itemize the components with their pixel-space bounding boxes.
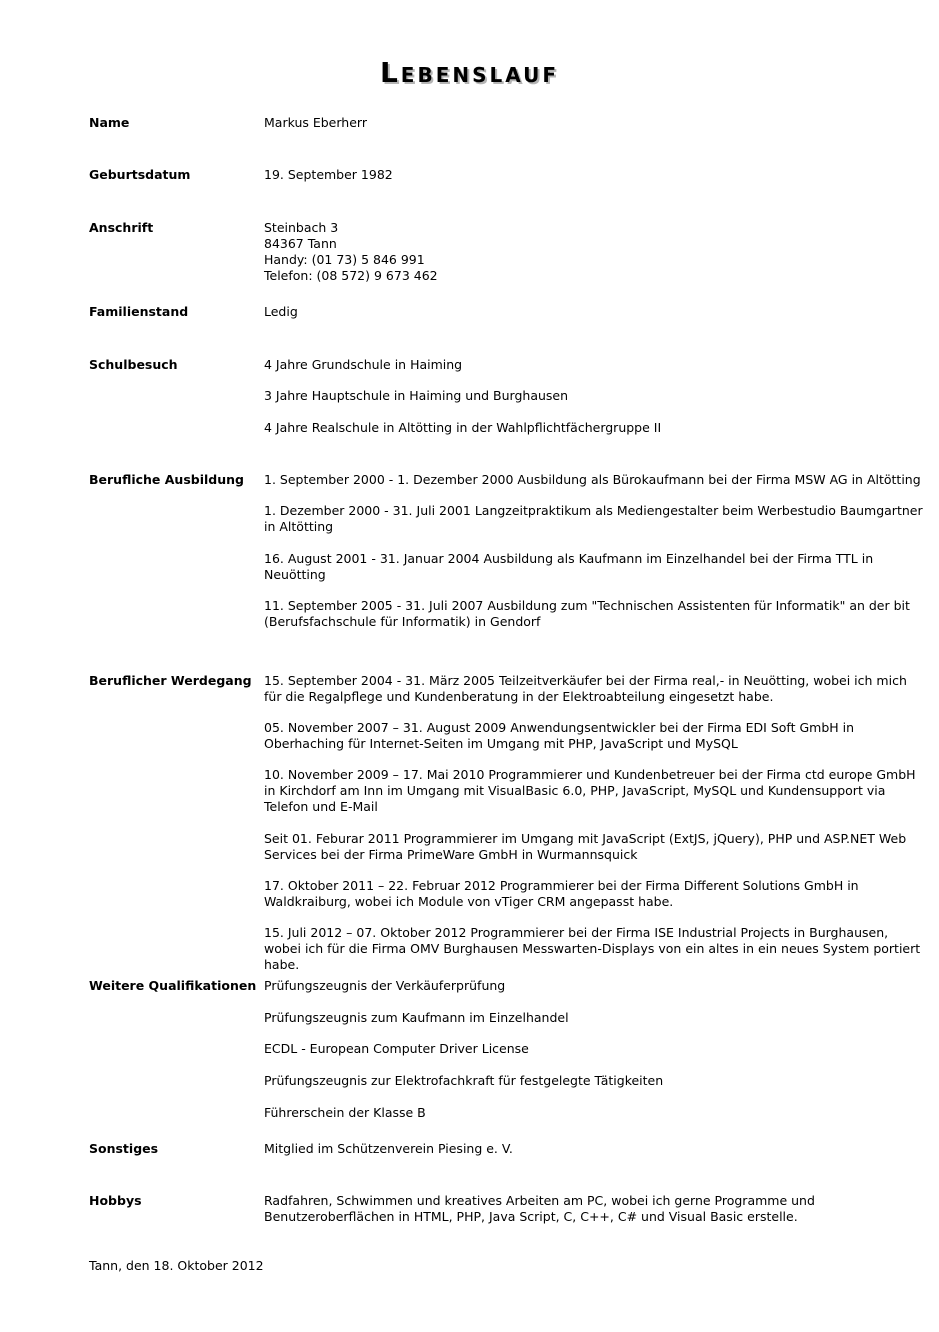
entry-line: 15. September 2004 - 31. März 2005 Teilzeitverkäufer bei der Firma real,- in Neuötting, wobei ich mich — [264, 673, 907, 688]
training-entry — [264, 551, 884, 583]
qualification-entry — [264, 1073, 884, 1089]
entry-line: Services bei der Firma PrimeWare GmbH in Wurmannsquick — [264, 847, 638, 862]
school-entry — [264, 388, 884, 404]
entry-line: (Berufsfachschule für Informatik) in Gendorf — [264, 614, 541, 629]
entry-line: 15. Juli 2012 – 07. Oktober 2012 Programmierer bei der Firma ISE Industrial Projects in Burghausen, — [264, 925, 889, 940]
qualification-entry — [264, 978, 884, 994]
entry-line: 1. Dezember 2000 - 31. Juli 2001 Langzeitpraktikum als Mediengestalter beim Werbestudio Baumgartner — [264, 503, 923, 518]
entry-line: Oberhaching für Internet-Seiten im Umgang mit PHP, JavaScript und MySQL — [264, 736, 738, 751]
address-street: Steinbach 3 — [264, 220, 339, 235]
label-ausbildung: Berufliche Ausbildung — [89, 472, 244, 487]
label-hobbys: Hobbys — [89, 1193, 142, 1208]
entry-line: Telefon und E-Mail — [264, 799, 378, 814]
qualification-entry — [264, 1010, 884, 1026]
label-sonstiges: Sonstiges — [89, 1141, 159, 1156]
career-entry — [264, 673, 907, 705]
qualification-entry — [264, 1105, 884, 1121]
entry-line: Prüfungszeugnis zur Elektrofachkraft für festgelegte Tätigkeiten — [264, 1073, 664, 1088]
value-familienstand: Ledig — [264, 304, 298, 319]
label-anschrift: Anschrift — [89, 220, 154, 235]
entry-line: Benutzeroberflächen in HTML, PHP, Java Script, C, C++, C# und Visual Basic erstelle. — [264, 1209, 798, 1224]
entry-line: Führerschein der Klasse B — [264, 1105, 426, 1120]
address-block — [264, 220, 884, 284]
page-title: Lebenslauf — [379, 56, 560, 89]
entry-line: 1. September 2000 - 1. Dezember 2000 Ausbildung als Bürokaufmann bei der Firma MSW AG in Altötting — [264, 472, 921, 487]
entry-line: 3 Jahre Hauptschule in Haiming und Burghausen — [264, 388, 569, 403]
label-werdegang: Beruflicher Werdegang — [89, 673, 252, 688]
entry-line: 10. November 2009 – 17. Mai 2010 Programmierer und Kundenbetreuer bei der Firma ctd europe GmbH — [264, 767, 916, 782]
entry-line: ECDL - European Computer Driver License — [264, 1041, 529, 1056]
address-phone: Telefon: (08 572) 9 673 462 — [264, 268, 438, 283]
entry-line: 11. September 2005 - 31. Juli 2007 Ausbildung zum "Technischen Assistenten für Informatik" an der bit — [264, 598, 910, 613]
address-mobile: Handy: (01 73) 5 846 991 — [264, 252, 425, 267]
value-geburtsdatum: 19. September 1982 — [264, 167, 393, 182]
entry-line: 05. November 2007 – 31. August 2009 Anwendungsentwickler bei der Firma EDI Soft GmbH in — [264, 720, 855, 735]
training-entry — [264, 472, 921, 488]
label-schulbesuch: Schulbesuch — [89, 357, 178, 372]
entry-line: Radfahren, Schwimmen und kreatives Arbeiten am PC, wobei ich gerne Programme und — [264, 1193, 815, 1208]
training-entry — [264, 598, 910, 630]
career-entry — [264, 720, 884, 752]
entry-line: Seit 01. Feburar 2011 Programmierer im Umgang mit JavaScript (ExtJS, jQuery), PHP und ASP.NET Web — [264, 831, 907, 846]
qualification-entry — [264, 1041, 884, 1057]
place-date: Tann, den 18. Oktober 2012 — [89, 1258, 264, 1273]
entry-line: 17. Oktober 2011 – 22. Februar 2012 Programmierer bei der Firma Different Solutions GmbH in — [264, 878, 859, 893]
value-name: Markus Eberherr — [264, 115, 367, 130]
entry-line: Neuötting — [264, 567, 326, 582]
entry-line: in Kirchdorf am Inn im Umgang mit VisualBasic 6.0, PHP, JavaScript, MySQL und Kundensupport via — [264, 783, 886, 798]
label-qualifikationen: Weitere Qualifikationen — [89, 978, 257, 993]
entry-line: 4 Jahre Grundschule in Haiming — [264, 357, 463, 372]
entry-line: für die Regalpflege und Kundenberatung in der Elektroabteilung eingesetzt habe. — [264, 689, 774, 704]
label-familienstand: Familienstand — [89, 304, 189, 319]
entry-line: Waldkraiburg, wobei ich Module von vTiger CRM angepasst habe. — [264, 894, 674, 909]
career-entry — [264, 925, 921, 973]
entry-line: in Altötting — [264, 519, 334, 534]
school-entry — [264, 357, 884, 373]
school-entry — [264, 420, 884, 436]
label-geburtsdatum: Geburtsdatum — [89, 167, 191, 182]
career-entry — [264, 831, 907, 863]
entry-line: Prüfungszeugnis der Verkäuferprüfung — [264, 978, 506, 993]
career-entry — [264, 767, 916, 815]
entry-line: Prüfungszeugnis zum Kaufmann im Einzelhandel — [264, 1010, 569, 1025]
hobbies-block — [264, 1193, 884, 1225]
career-entry — [264, 878, 884, 910]
address-city: 84367 Tann — [264, 236, 337, 251]
entry-line: 16. August 2001 - 31. Januar 2004 Ausbildung als Kaufmann im Einzelhandel bei der Firma TTL in — [264, 551, 874, 566]
training-entry — [264, 503, 923, 535]
entry-line: habe. — [264, 957, 300, 972]
label-name: Name — [89, 115, 130, 130]
entry-line: wobei ich für die Firma OMV Burghausen Messwarten-Displays von ein altes in ein neues System portiert — [264, 941, 921, 956]
value-sonstiges: Mitglied im Schützenverein Piesing e. V. — [264, 1141, 513, 1156]
entry-line: 4 Jahre Realschule in Altötting in der Wahlpflichtfächergruppe II — [264, 420, 662, 435]
